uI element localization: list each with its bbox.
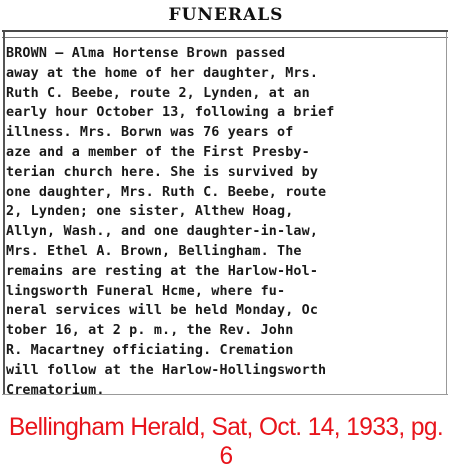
obituary-line: neral services will be held Monday, Oc <box>6 303 319 319</box>
obituary-line: lingsworth Funeral Hcme, where fu- <box>6 283 286 299</box>
source-citation: Bellingham Herald, Sat, Oct. 14, 1933, pg. 6 <box>8 413 444 470</box>
right-column-rule <box>446 32 447 394</box>
obituary-line: will follow at the Harlow-Hollingsworth <box>6 362 327 378</box>
obituary-line: R. Macartney officiating. Cremation <box>6 342 294 358</box>
section-heading: FUNERALS <box>168 5 284 25</box>
obituary-line: Mrs. Ethel A. Brown, Bellingham. The <box>6 243 302 259</box>
obituary-line: remains are resting at the Harlow-Hol- <box>6 263 319 279</box>
obituary-line: terian church here. She is survived by <box>6 164 319 180</box>
obituary-line: away at the home of her daughter, Mrs. <box>6 65 319 81</box>
obituary-line: aze and a member of the First Presby- <box>6 144 310 160</box>
obituary-line: one daughter, Mrs. Ruth C. Beebe, route <box>6 184 327 200</box>
obituary-line: 2, Lynden; one sister, Althew Hoag, <box>6 204 294 220</box>
obituary-text <box>6 44 442 400</box>
left-column-rule <box>3 32 5 394</box>
obituary-line: Crematorium. <box>6 382 105 398</box>
obituary-line: Allyn, Wash., and one daughter-in-law, <box>6 224 319 240</box>
obituary-line: Ruth C. Beebe, route 2, Lynden, at an <box>6 85 310 101</box>
top-rule <box>2 30 448 32</box>
obituary-line: BROWN — Alma Hortense Brown passed <box>6 46 286 61</box>
top-thin-rule <box>2 37 448 38</box>
obituary-line: tober 16, at 2 p. m., the Rev. John <box>6 323 294 339</box>
obituary-line: early hour October 13, following a brief <box>6 105 335 121</box>
obituary-line: illness. Mrs. Borwn was 76 years of <box>6 125 294 141</box>
